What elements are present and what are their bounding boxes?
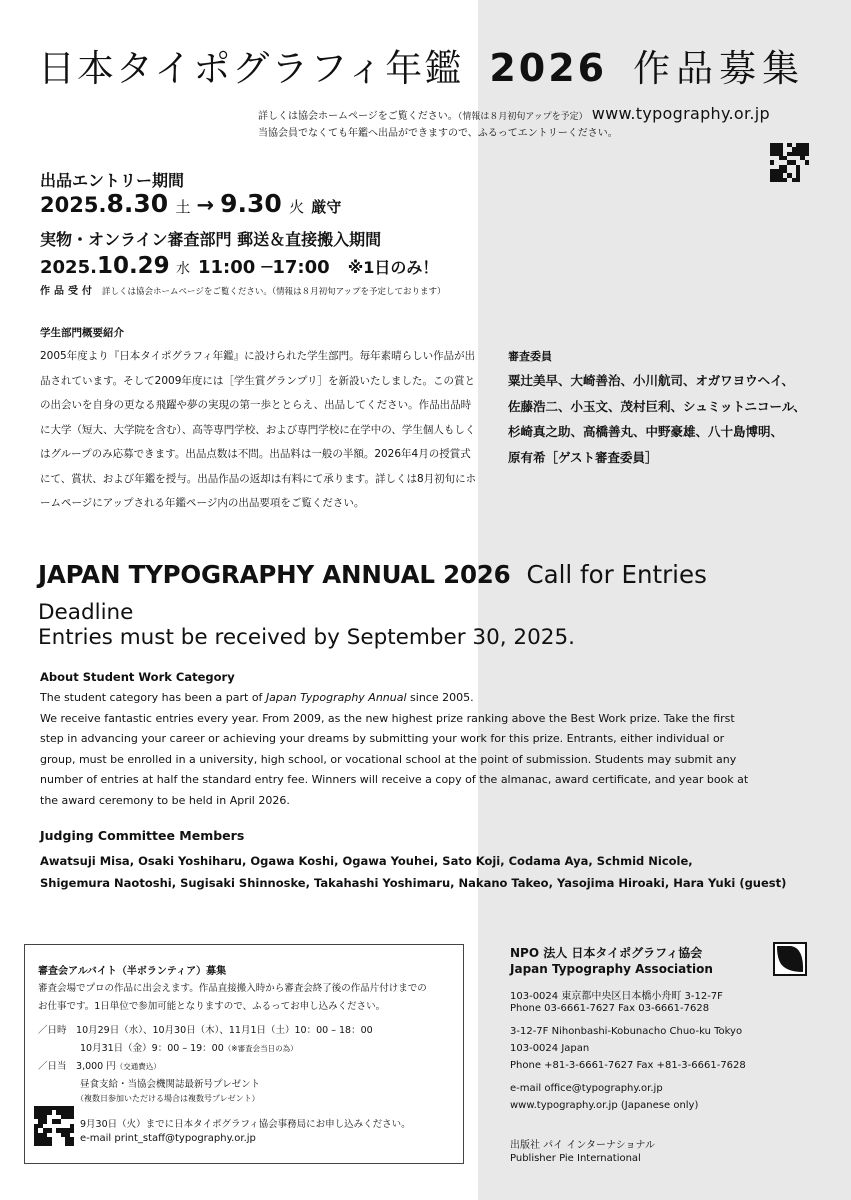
entry-year: 2025. (40, 193, 107, 217)
pay-label: ／日当 (38, 1061, 67, 1072)
title-jp: 日本タイポグラフィ年鑑 (38, 47, 464, 90)
parttime-desc1: 審査会場でプロの作品に出会えます。作品直接搬入時から審査会終了後の作品片付けまでの (38, 983, 427, 994)
about-line1 (40, 688, 760, 709)
english-title-light: Call for Entries (526, 560, 707, 589)
parttime-box (24, 944, 464, 1164)
english-title (38, 560, 707, 589)
english-title-bold: JAPAN TYPOGRAPHY ANNUAL 2026 (38, 560, 511, 589)
about-line1-em: Japan Typography Annual (265, 691, 407, 704)
reception-label: 作品受付 (40, 286, 96, 297)
parttime-apply: 9月30日（火）までに日本タイポグラフィ協会事務局にお申し込みください。 (80, 1119, 411, 1130)
deadline (38, 600, 575, 650)
qr-code-icon[interactable] (770, 143, 809, 182)
website-note (258, 104, 770, 123)
parttime-pay (38, 1058, 161, 1072)
arrow-icon: → (196, 193, 215, 217)
phone-en: Phone +81-3-6661-7627 Fax +81-3-6661-7628 (510, 1060, 746, 1071)
deadline-text: Entries must be received by September 30, 2025. (38, 625, 575, 650)
publisher-jp: 出版社 パイ インターナショナル (510, 1140, 656, 1151)
reception-note-text: 詳しくは協会ホームページをご覧ください。（情報は８月初旬アップを予定しております） (102, 287, 446, 297)
judging-heading: Judging Committee Members (40, 828, 245, 843)
about-rest: We receive fantastic entries every year. From 2009, as the new highest prize ranking above the Best Work prize. Take the first step in advancing your career or achieving your dreams by submitting your work for this prize. Entrants, either individual or group, must be enrolled in a university, high school, or vocational school at the point of submission. Students may submit any number of entries at half the standard entry fee. Winners will receive a copy of the almanac, award certificate, and year book at the award ceremony to be held in April 2026. (40, 711, 749, 807)
parttime-desc2: お仕事です。1日単位で参加可能となりますので、ふるってお申し込みください。 (38, 1001, 386, 1012)
entry-strict: 厳守 (311, 198, 342, 216)
student-body-jp: 2005年度より『日本タイポグラフィ年鑑』に設けられた学生部門。毎年素晴らしい作品が出品されています。そして2009年度には［学生賞グランプリ］を新設いたしました。この賞との出会いを自身の更なる飛躍や夢の実現の第一歩ととらえ、出品してください。作品出品時に大学（短大、大学院を含む）、高等専門学校、および専門学校に在学中の、学生個人もしくはグループのみ応募できます。出品点数は不問。出品料は一般の半額。2026年4月の授賞式にて、賞状、および年鑑を授与。出品作品の返却は有料にて承ります。詳しくは8月初旬にホームページにアップされる年鑑ページ内の出品要項をご覧ください。 (40, 350, 477, 509)
jury-line: 佐藤浩二、小玉文、茂村巨利、シュミットニコール、 (508, 398, 806, 414)
entry-start-weekday: 土 (175, 198, 191, 216)
about-body (40, 688, 760, 811)
qr-code-icon[interactable] (34, 1106, 74, 1146)
association-email-link[interactable]: e-mail office@typography.or.jp (510, 1083, 663, 1094)
phone-jp: Phone 03-6661-7627 Fax 03-6661-7628 (510, 1003, 710, 1014)
parttime-date1 (38, 1022, 373, 1036)
delivery-only: ※1日のみ！ (347, 258, 439, 277)
website-note-small: （情報は８月初旬アップを予定） (457, 112, 588, 122)
parttime-perk-note: （複数日参加いただける場合は複数号プレゼント） (76, 1094, 260, 1103)
about-heading: About Student Work Category (40, 670, 235, 684)
parttime-email-link[interactable]: e-mail print_staff@typography.or.jp (80, 1133, 256, 1144)
date2-text: 10月31日（金）9：00 – 19：00 (80, 1043, 224, 1054)
title-jp-rest: 作品募集 (633, 47, 806, 90)
jury-line: 粟辻美早、大崎善治、小川航司、オガワヨウヘイ、 (508, 373, 795, 388)
reception-note (40, 282, 446, 297)
pay-text: 3,000 円 (76, 1061, 116, 1072)
delivery-date (40, 253, 438, 279)
student-heading-jp: 学生部門概要紹介 (40, 327, 124, 339)
publisher-en: Publisher Pie International (510, 1153, 641, 1164)
about-line1-b: since 2005. (406, 691, 474, 704)
about-line1-a: The student category has been a part of (40, 691, 266, 704)
entry-start: 8.30 (106, 189, 169, 218)
website-url-link[interactable]: www.typography.or.jp (591, 104, 770, 123)
deadline-label: Deadline (38, 600, 134, 625)
association-web-link[interactable]: www.typography.or.jp (Japanese only) (510, 1100, 699, 1111)
page-title (38, 38, 805, 92)
delivery-year: 2025. (40, 257, 97, 278)
delivery-weekday: 水 (175, 261, 190, 277)
delivery-day: 10.29 (96, 253, 170, 279)
jury-line: 原有希［ゲスト審査委員］ (508, 449, 658, 465)
date1-text: 10月29日（水）、10月30日（木）、11月1日（土）10：00 – 18：00 (76, 1025, 373, 1036)
entry-end: 9.30 (220, 189, 282, 218)
delivery-time: 11:00 ─17:00 (197, 257, 330, 278)
judging-line: Awatsuji Misa, Osaki Yoshiharu, Ogawa Koshi, Ogawa Youhei, Sato Koji, Codama Aya, Schmid Nicole, (40, 854, 693, 868)
judging-list (40, 850, 820, 894)
date2-note: （※審査会当日の為） (223, 1044, 298, 1053)
jury-list-jp (508, 368, 828, 470)
entry-period-date (40, 189, 341, 218)
judging-line: Shigemura Naotoshi, Sugisaki Shinnoske, Takahashi Yoshimaru, Nakano Takeo, Yasojima Hiroaki, Hara Yuki (guest) (40, 876, 787, 890)
website-note-text: 詳しくは協会ホームページをご覧ください。 (258, 111, 458, 122)
delivery-label: 実物・オンライン審査部門 郵送＆直接搬入期間 (40, 230, 382, 249)
address-jp: 103-0024 東京都中央区日本橋小舟町 3-12-7F (510, 991, 723, 1002)
date-label: ／日時 (38, 1025, 67, 1036)
parttime-date2 (80, 1040, 298, 1054)
title-year: 2026 (489, 46, 608, 90)
parttime-heading: 審査会アルバイト（半ボランティア）募集 (38, 966, 227, 977)
parttime-perk: 昼食支給・当協会機関誌最新号プレゼント (80, 1079, 261, 1090)
entry-end-weekday: 火 (289, 198, 305, 216)
association-logo-icon (773, 942, 807, 976)
non-member-note: 当協会員でなくても年鑑へ出品ができますので、ふるってエントリーください。 (258, 128, 618, 139)
address-en-1: 3-12-7F Nihonbashi-Kobunacho Chuo-ku Tokyo (510, 1026, 743, 1037)
address-en-2: 103-0024 Japan (510, 1043, 590, 1054)
jury-line: 杉崎真之助、高橋善丸、中野豪雄、八十島博明、 (508, 424, 784, 439)
entry-period-label: 出品エントリー期間 (40, 171, 185, 190)
pay-note: （交通費込） (115, 1062, 161, 1071)
jury-heading-jp: 審査委員 (508, 350, 552, 363)
association-name-jp: NPO 法人 日本タイポグラフィ協会 (510, 946, 703, 960)
association-name-en: Japan Typography Association (510, 962, 713, 976)
